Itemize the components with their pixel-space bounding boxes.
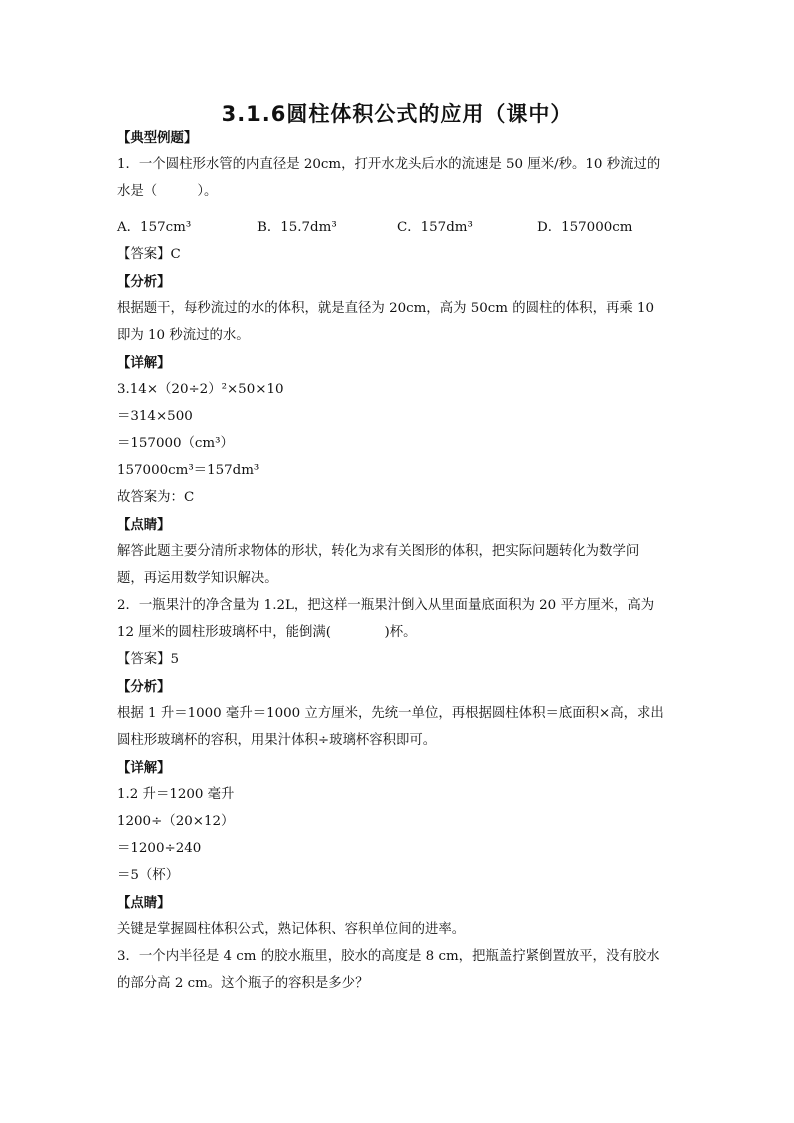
q3-text-line-2: 的部分高 2 cm。这个瓶子的容积是多少？ — [117, 976, 369, 991]
q2-detail-label: 【详解】 — [117, 760, 171, 776]
q1-step-5: 故答案为：C — [117, 490, 195, 505]
q2-analysis-line-1: 根据 1 升＝1000 毫升＝1000 立方厘米，先统一单位，再根据圆柱体积＝底面积×高，求出 — [117, 706, 664, 721]
q2-text-line-1: 2．一瓶果汁的净含量为 1.2L，把这样一瓶果汁倒入从里面量底面积为 20 平方厘米，高为 — [117, 598, 655, 613]
q1-text-line-2: 水是（ ）。 — [117, 184, 218, 199]
q2-step-3: ＝1200÷240 — [117, 841, 202, 856]
q2-step-4: ＝5（杯） — [117, 868, 180, 883]
q1-detail-label: 【详解】 — [117, 355, 171, 371]
q1-option-c: C．157dm³ — [397, 220, 473, 235]
q2-step-1: 1.2 升＝1200 毫升 — [117, 787, 235, 802]
q2-step-2: 1200÷（20×12） — [117, 814, 235, 829]
q2-comment-label: 【点睛】 — [117, 895, 171, 911]
page-title: 3.1.6圆柱体积公式的应用（课中） — [221, 102, 573, 126]
q1-analysis-line-2: 即为 10 秒流过的水。 — [117, 328, 250, 343]
q1-option-d: D．157000cm — [537, 220, 633, 235]
q1-comment-label: 【点睛】 — [117, 517, 171, 533]
q1-step-3: ＝157000（cm³） — [117, 436, 234, 451]
q2-comment-line-1: 关键是掌握圆柱体积公式，熟记体积、容积单位间的进率。 — [117, 922, 466, 937]
q1-text-line-1: 1．一个圆柱形水管的内直径是 20cm，打开水龙头后水的流速是 50 厘米/秒。10 秒流过的 — [117, 157, 661, 172]
q2-analysis-label: 【分析】 — [117, 679, 171, 695]
q1-analysis-line-1: 根据题干，每秒流过的水的体积，就是直径为 20cm，高为 50cm 的圆柱的体积，再乘 10 — [117, 301, 655, 316]
q2-answer: 【答案】5 — [117, 652, 180, 667]
q1-step-4: 157000cm³＝157dm³ — [117, 463, 260, 478]
q1-option-b: B．15.7dm³ — [257, 220, 337, 235]
q2-text-line-2: 12 厘米的圆柱形玻璃杯中，能倒满( )杯。 — [117, 625, 417, 640]
q1-comment-line-1: 解答此题主要分清所求物体的形状，转化为求有关图形的体积，把实际问题转化为数学问 — [117, 544, 640, 559]
q3-text-line-1: 3．一个内半径是 4 cm 的胶水瓶里，胶水的高度是 8 cm，把瓶盖拧紧倒置放平，没有胶水 — [117, 949, 660, 964]
q1-analysis-label: 【分析】 — [117, 274, 171, 290]
q1-option-a: A．157cm³ — [117, 220, 192, 235]
q2-analysis-line-2: 圆柱形玻璃杯的容积，用果汁体积÷玻璃杯容积即可。 — [117, 733, 437, 748]
q1-comment-line-2: 题，再运用数学知识解决。 — [117, 571, 278, 586]
q1-answer: 【答案】C — [117, 247, 181, 262]
section-header: 【典型例题】 — [117, 130, 198, 146]
q1-step-1: 3.14×（20÷2）²×50×10 — [117, 382, 284, 397]
q1-step-2: ＝314×500 — [117, 409, 193, 424]
